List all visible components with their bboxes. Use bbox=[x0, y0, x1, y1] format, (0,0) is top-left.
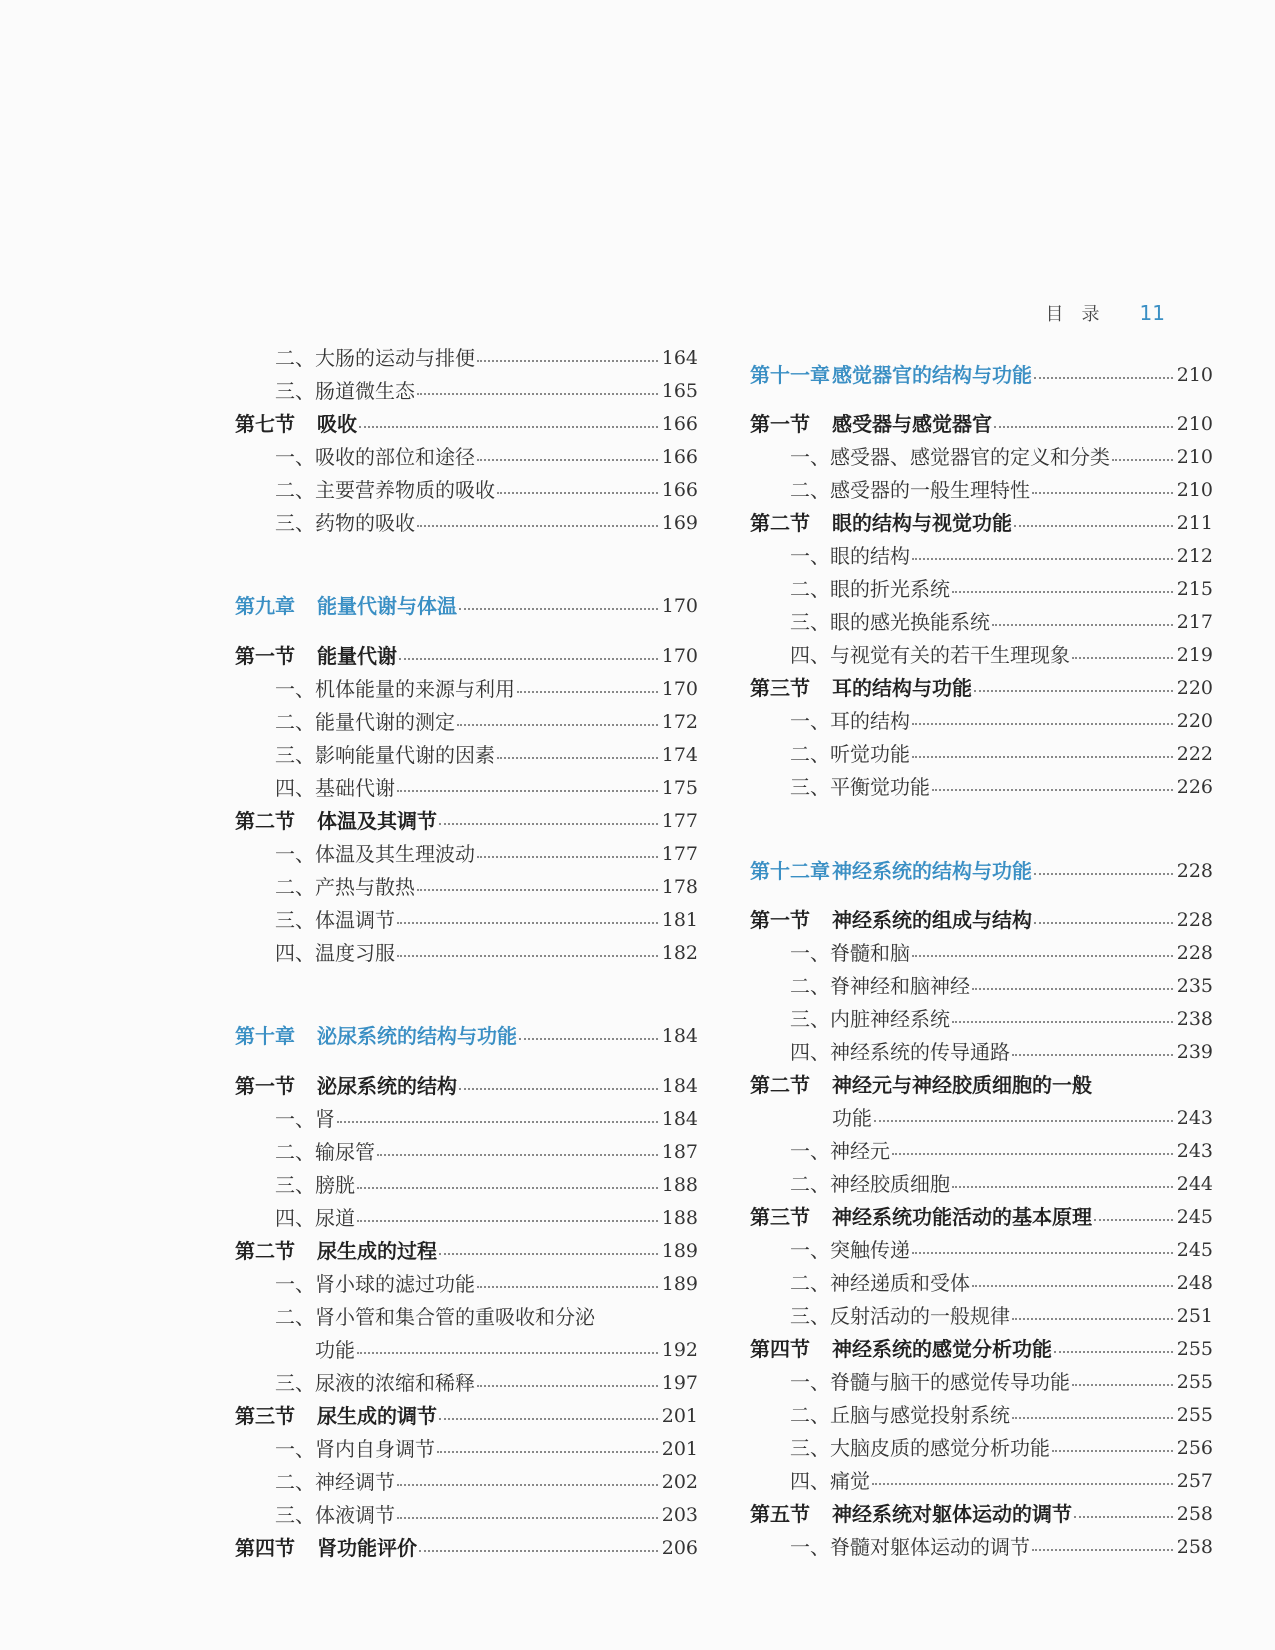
toc-entry-item bbox=[750, 1268, 1213, 1298]
toc-entry-label: 四、温度习服 bbox=[275, 941, 395, 965]
leader-dots bbox=[439, 1253, 658, 1255]
toc-entry-page-number: 251 bbox=[1176, 1305, 1213, 1327]
toc-entry-item bbox=[750, 1400, 1213, 1430]
toc-entry-page-number: 169 bbox=[661, 512, 698, 534]
leader-dots bbox=[397, 1517, 658, 1519]
toc-entry-label: 二、神经递质和受体 bbox=[790, 1271, 970, 1295]
toc-entry-page-number: 201 bbox=[661, 1405, 698, 1427]
toc-entry-label: 一、肾内自身调节 bbox=[275, 1437, 435, 1461]
toc-entry-cont-item bbox=[235, 1335, 698, 1365]
toc-entry-item bbox=[235, 1269, 698, 1299]
toc-entry-page-number: 184 bbox=[661, 1025, 698, 1047]
leader-dots bbox=[1034, 922, 1173, 924]
toc-entry-label: 眼的结构与视觉功能 bbox=[832, 511, 1012, 535]
toc-entry-prefix: 第二节 bbox=[235, 1239, 295, 1263]
toc-entry-item bbox=[235, 905, 698, 935]
toc-entry-label: 二、听觉功能 bbox=[790, 742, 910, 766]
leader-dots bbox=[359, 426, 658, 428]
toc-entry-section bbox=[750, 1070, 1213, 1100]
toc-entry-label: 泌尿系统的结构 bbox=[317, 1074, 457, 1098]
toc-entry-page-number: 172 bbox=[661, 711, 698, 733]
toc-entry-item bbox=[235, 475, 698, 505]
toc-entry-page-number: 256 bbox=[1176, 1437, 1213, 1459]
leader-dots bbox=[1012, 1054, 1173, 1056]
toc-entry-label: 感觉器官的结构与功能 bbox=[832, 363, 1032, 387]
header-page-number: 11 bbox=[1139, 301, 1165, 325]
toc-entry-page-number: 170 bbox=[661, 595, 698, 617]
leader-dots bbox=[477, 459, 658, 461]
toc-entry-prefix: 第九章 bbox=[235, 594, 295, 618]
leader-dots bbox=[1052, 1450, 1173, 1452]
leader-dots bbox=[892, 1153, 1173, 1155]
toc-entry-item bbox=[750, 574, 1213, 604]
toc-entry-page-number: 210 bbox=[1176, 479, 1213, 501]
toc-entry-label: 感受器与感觉器官 bbox=[832, 412, 992, 436]
toc-entry-item bbox=[750, 1466, 1213, 1496]
toc-entry-label: 三、平衡觉功能 bbox=[790, 775, 930, 799]
toc-entry-section bbox=[750, 1334, 1213, 1364]
leader-dots bbox=[952, 1021, 1173, 1023]
leader-dots bbox=[397, 922, 658, 924]
toc-entry-item bbox=[235, 1368, 698, 1398]
leader-dots bbox=[974, 690, 1173, 692]
toc-entry-chapter bbox=[235, 1021, 698, 1051]
toc-entry-page-number: 170 bbox=[661, 645, 698, 667]
toc-entry-page-number: 166 bbox=[661, 413, 698, 435]
leader-dots bbox=[417, 393, 658, 395]
toc-entry-item bbox=[235, 1203, 698, 1233]
toc-entry-item bbox=[235, 508, 698, 538]
toc-entry-item bbox=[235, 376, 698, 406]
toc-entry-page-number: 166 bbox=[661, 479, 698, 501]
toc-entry-prefix: 第一节 bbox=[750, 908, 810, 932]
leader-dots bbox=[932, 789, 1173, 791]
toc-entry-page-number: 182 bbox=[661, 942, 698, 964]
toc-entry-label: 一、肾 bbox=[275, 1107, 335, 1131]
leader-dots bbox=[497, 492, 658, 494]
toc-entry-prefix: 第二节 bbox=[235, 809, 295, 833]
toc-entry-item bbox=[750, 640, 1213, 670]
leader-dots bbox=[952, 591, 1173, 593]
toc-entry-page-number: 228 bbox=[1176, 909, 1213, 931]
toc-entry-label: 神经系统功能活动的基本原理 bbox=[832, 1205, 1092, 1229]
leader-dots bbox=[1014, 525, 1173, 527]
toc-entry-section bbox=[750, 409, 1213, 439]
toc-entry-page-number: 188 bbox=[661, 1174, 698, 1196]
toc-entry-page-number: 202 bbox=[661, 1471, 698, 1493]
leader-dots bbox=[457, 724, 658, 726]
leader-dots bbox=[874, 1120, 1173, 1122]
toc-entry-item bbox=[750, 541, 1213, 571]
toc-entry-prefix: 第一节 bbox=[235, 644, 295, 668]
leader-dots bbox=[397, 1484, 658, 1486]
leader-dots bbox=[1032, 1549, 1173, 1551]
toc-entry-prefix: 第十一章 bbox=[750, 363, 830, 387]
toc-entry-page-number: 258 bbox=[1176, 1536, 1213, 1558]
toc-entry-chapter bbox=[235, 591, 698, 621]
leader-dots bbox=[992, 624, 1173, 626]
toc-entry-item bbox=[235, 442, 698, 472]
toc-entry-item bbox=[750, 706, 1213, 736]
toc-entry-item bbox=[235, 674, 698, 704]
toc-entry-item bbox=[235, 773, 698, 803]
toc-entry-section bbox=[235, 1236, 698, 1266]
leader-dots bbox=[459, 608, 658, 610]
toc-entry-item bbox=[235, 1302, 698, 1332]
toc-entry-section bbox=[750, 905, 1213, 935]
toc-entry-item bbox=[235, 938, 698, 968]
toc-entry-page-number: 212 bbox=[1176, 545, 1213, 567]
leader-dots bbox=[952, 1186, 1173, 1188]
leader-dots bbox=[912, 756, 1173, 758]
toc-entry-label: 四、神经系统的传导通路 bbox=[790, 1040, 1010, 1064]
toc-entry-page-number: 197 bbox=[661, 1372, 698, 1394]
leader-dots bbox=[439, 1418, 658, 1420]
toc-entry-page-number: 255 bbox=[1176, 1404, 1213, 1426]
toc-entry-label: 二、能量代谢的测定 bbox=[275, 710, 455, 734]
toc-entry-page-number: 248 bbox=[1176, 1272, 1213, 1294]
toc-entry-page-number: 210 bbox=[1176, 413, 1213, 435]
toc-entry-chapter bbox=[750, 856, 1213, 886]
toc-entry-item bbox=[235, 740, 698, 770]
toc-entry-section bbox=[750, 1202, 1213, 1232]
leader-dots bbox=[872, 1483, 1173, 1485]
toc-entry-item bbox=[235, 1467, 698, 1497]
toc-entry-label: 一、脊髓对躯体运动的调节 bbox=[790, 1535, 1030, 1559]
toc-entry-label: 二、丘脑与感觉投射系统 bbox=[790, 1403, 1010, 1427]
toc-entry-label: 二、肾小管和集合管的重吸收和分泌 bbox=[275, 1305, 595, 1329]
toc-entry-prefix: 第二节 bbox=[750, 1073, 810, 1097]
toc-entry-label: 三、膀胱 bbox=[275, 1173, 355, 1197]
toc-entry-page-number: 184 bbox=[661, 1108, 698, 1130]
toc-entry-item bbox=[235, 707, 698, 737]
toc-entry-item bbox=[235, 1434, 698, 1464]
toc-entry-label: 肾功能评价 bbox=[317, 1536, 417, 1560]
toc-entry-label: 一、突触传递 bbox=[790, 1238, 910, 1262]
leader-dots bbox=[912, 1252, 1173, 1254]
toc-entry-page-number: 189 bbox=[661, 1273, 698, 1295]
toc-entry-page-number: 243 bbox=[1176, 1140, 1213, 1162]
toc-entry-prefix: 第四节 bbox=[750, 1337, 810, 1361]
leader-dots bbox=[357, 1187, 658, 1189]
leader-dots bbox=[437, 1451, 658, 1453]
toc-entry-label: 一、眼的结构 bbox=[790, 544, 910, 568]
toc-entry-page-number: 228 bbox=[1176, 860, 1213, 882]
toc-entry-label: 三、体液调节 bbox=[275, 1503, 395, 1527]
toc-entry-label: 三、内脏神经系统 bbox=[790, 1007, 950, 1031]
toc-entry-label: 三、影响能量代谢的因素 bbox=[275, 743, 495, 767]
toc-entry-label: 一、脊髓和脑 bbox=[790, 941, 910, 965]
leader-dots bbox=[912, 955, 1173, 957]
toc-entry-label: 尿生成的过程 bbox=[317, 1239, 437, 1263]
toc-entry-item bbox=[750, 1235, 1213, 1265]
toc-entry-page-number: 210 bbox=[1176, 446, 1213, 468]
toc-entry-item bbox=[235, 839, 698, 869]
toc-entry-item bbox=[750, 1367, 1213, 1397]
toc-entry-item bbox=[750, 739, 1213, 769]
toc-entry-label: 泌尿系统的结构与功能 bbox=[317, 1024, 517, 1048]
toc-entry-label: 一、肾小球的滤过功能 bbox=[275, 1272, 475, 1296]
toc-entry-label: 四、基础代谢 bbox=[275, 776, 395, 800]
toc-entry-label: 尿生成的调节 bbox=[317, 1404, 437, 1428]
toc-entry-item bbox=[750, 1433, 1213, 1463]
toc-entry-label: 二、脊神经和脑神经 bbox=[790, 974, 970, 998]
toc-entry-item bbox=[235, 343, 698, 373]
toc-entry-prefix: 第一节 bbox=[750, 412, 810, 436]
toc-entry-prefix: 第三节 bbox=[750, 1205, 810, 1229]
toc-entry-page-number: 258 bbox=[1176, 1503, 1213, 1525]
leader-dots bbox=[1034, 873, 1173, 875]
toc-entry-section bbox=[235, 1401, 698, 1431]
toc-entry-page-number: 164 bbox=[661, 347, 698, 369]
toc-entry-label: 一、吸收的部位和途径 bbox=[275, 445, 475, 469]
leader-dots bbox=[1012, 1417, 1173, 1419]
toc-entry-page-number: 178 bbox=[661, 876, 698, 898]
toc-entry-label: 神经元与神经胶质细胞的一般 bbox=[832, 1073, 1092, 1097]
toc-entry-label: 神经系统的感觉分析功能 bbox=[832, 1337, 1052, 1361]
toc-entry-label: 二、产热与散热 bbox=[275, 875, 415, 899]
toc-entry-item bbox=[750, 938, 1213, 968]
leader-dots bbox=[1094, 1219, 1173, 1221]
leader-dots bbox=[397, 790, 658, 792]
toc-entry-item bbox=[750, 971, 1213, 1001]
leader-dots bbox=[1034, 377, 1173, 379]
toc-entry-label: 一、神经元 bbox=[790, 1139, 890, 1163]
toc-entry-prefix: 第十章 bbox=[235, 1024, 295, 1048]
leader-dots bbox=[439, 823, 658, 825]
toc-entry-page-number: 245 bbox=[1176, 1206, 1213, 1228]
toc-entry-page-number: 170 bbox=[661, 678, 698, 700]
toc-entry-prefix: 第七节 bbox=[235, 412, 295, 436]
leader-dots bbox=[1072, 657, 1173, 659]
leader-dots bbox=[357, 1220, 658, 1222]
toc-entry-section bbox=[750, 673, 1213, 703]
toc-entry-label: 二、神经胶质细胞 bbox=[790, 1172, 950, 1196]
leader-dots bbox=[912, 723, 1173, 725]
toc-entry-label: 能量代谢与体温 bbox=[317, 594, 457, 618]
header-title: 目 录 bbox=[1045, 304, 1100, 325]
toc-entry-page-number: 245 bbox=[1176, 1239, 1213, 1261]
toc-entry-prefix: 第三节 bbox=[235, 1404, 295, 1428]
toc-entry-prefix: 第三节 bbox=[750, 676, 810, 700]
toc-entry-item bbox=[750, 772, 1213, 802]
toc-entry-page-number: 166 bbox=[661, 446, 698, 468]
toc-entry-cont bbox=[750, 1103, 1213, 1133]
leader-dots bbox=[377, 1154, 658, 1156]
toc-entry-label: 二、主要营养物质的吸收 bbox=[275, 478, 495, 502]
toc-entry-page-number: 219 bbox=[1176, 644, 1213, 666]
toc-entry-item bbox=[235, 1500, 698, 1530]
leader-dots bbox=[1072, 1384, 1173, 1386]
toc-entry-page-number: 222 bbox=[1176, 743, 1213, 765]
toc-entry-page-number: 226 bbox=[1176, 776, 1213, 798]
toc-entry-section bbox=[235, 1533, 698, 1563]
leader-dots bbox=[1054, 1351, 1173, 1353]
toc-entry-label: 功能 bbox=[832, 1106, 872, 1130]
toc-entry-item bbox=[750, 1532, 1213, 1562]
toc-entry-page-number: 243 bbox=[1176, 1107, 1213, 1129]
toc-entry-page-number: 203 bbox=[661, 1504, 698, 1526]
toc-entry-label: 三、体温调节 bbox=[275, 908, 395, 932]
toc-entry-prefix: 第四节 bbox=[235, 1536, 295, 1560]
toc-entry-label: 二、感受器的一般生理特性 bbox=[790, 478, 1030, 502]
leader-dots bbox=[994, 426, 1173, 428]
leader-dots bbox=[477, 856, 658, 858]
toc-entry-label: 一、耳的结构 bbox=[790, 709, 910, 733]
toc-entry-page-number: 201 bbox=[661, 1438, 698, 1460]
toc-entry-page-number: 255 bbox=[1176, 1371, 1213, 1393]
leader-dots bbox=[972, 988, 1173, 990]
toc-entry-label: 耳的结构与功能 bbox=[832, 676, 972, 700]
toc-entry-page-number: 257 bbox=[1176, 1470, 1213, 1492]
toc-entry-page-number: 192 bbox=[661, 1339, 698, 1361]
toc-entry-page-number: 177 bbox=[661, 843, 698, 865]
toc-entry-page-number: 187 bbox=[661, 1141, 698, 1163]
leader-dots bbox=[497, 757, 658, 759]
toc-entry-label: 三、肠道微生态 bbox=[275, 379, 415, 403]
toc-entry-label: 一、脊髓与脑干的感觉传导功能 bbox=[790, 1370, 1070, 1394]
leader-dots bbox=[477, 1385, 658, 1387]
toc-entry-prefix: 第二节 bbox=[750, 511, 810, 535]
leader-dots bbox=[417, 525, 658, 527]
toc-entry-section bbox=[235, 806, 698, 836]
toc-entry-section bbox=[235, 409, 698, 439]
toc-entry-label: 三、药物的吸收 bbox=[275, 511, 415, 535]
toc-entry-page-number: 215 bbox=[1176, 578, 1213, 600]
toc-entry-page-number: 220 bbox=[1176, 677, 1213, 699]
toc-entry-page-number: 174 bbox=[661, 744, 698, 766]
toc-entry-page-number: 228 bbox=[1176, 942, 1213, 964]
leader-dots bbox=[1012, 1318, 1173, 1320]
toc-entry-page-number: 206 bbox=[661, 1537, 698, 1559]
toc-entry-page-number: 175 bbox=[661, 777, 698, 799]
toc-entry-label: 体温及其调节 bbox=[317, 809, 437, 833]
toc-entry-page-number: 188 bbox=[661, 1207, 698, 1229]
toc-entry-item bbox=[750, 442, 1213, 472]
toc-entry-item bbox=[750, 607, 1213, 637]
toc-entry-item bbox=[235, 1137, 698, 1167]
leader-dots bbox=[399, 658, 658, 660]
toc-entry-label: 神经系统的结构与功能 bbox=[832, 859, 1032, 883]
toc-entry-label: 四、与视觉有关的若干生理现象 bbox=[790, 643, 1070, 667]
toc-entry-item bbox=[750, 1136, 1213, 1166]
toc-entry-page-number: 210 bbox=[1176, 364, 1213, 386]
toc-entry-page-number: 181 bbox=[661, 909, 698, 931]
toc-entry-item bbox=[750, 1004, 1213, 1034]
toc-entry-label: 二、眼的折光系统 bbox=[790, 577, 950, 601]
toc-entry-section bbox=[750, 1499, 1213, 1529]
leader-dots bbox=[519, 1038, 658, 1040]
toc-entry-item bbox=[750, 475, 1213, 505]
toc-entry-page-number: 184 bbox=[661, 1075, 698, 1097]
toc-entry-label: 神经系统的组成与结构 bbox=[832, 908, 1032, 932]
leader-dots bbox=[972, 1285, 1173, 1287]
toc-entry-label: 一、感受器、感觉器官的定义和分类 bbox=[790, 445, 1110, 469]
toc-entry-page-number: 244 bbox=[1176, 1173, 1213, 1195]
toc-entry-prefix: 第一节 bbox=[235, 1074, 295, 1098]
toc-entry-page-number: 217 bbox=[1176, 611, 1213, 633]
leader-dots bbox=[912, 558, 1173, 560]
toc-entry-label: 一、体温及其生理波动 bbox=[275, 842, 475, 866]
toc-entry-page-number: 238 bbox=[1176, 1008, 1213, 1030]
toc-entry-label: 能量代谢 bbox=[317, 644, 397, 668]
toc-entry-label: 二、大肠的运动与排便 bbox=[275, 346, 475, 370]
page-header bbox=[1046, 300, 1165, 326]
toc-entry-page-number: 220 bbox=[1176, 710, 1213, 732]
toc-entry-section bbox=[235, 1071, 698, 1101]
toc-entry-prefix: 第五节 bbox=[750, 1502, 810, 1526]
toc-entry-label: 三、大脑皮质的感觉分析功能 bbox=[790, 1436, 1050, 1460]
leader-dots bbox=[1074, 1516, 1173, 1518]
toc-entry-page-number: 211 bbox=[1176, 512, 1213, 534]
toc-entry-chapter bbox=[750, 360, 1213, 390]
leader-dots bbox=[477, 360, 658, 362]
leader-dots bbox=[357, 1352, 658, 1354]
toc-entry-label: 三、眼的感光换能系统 bbox=[790, 610, 990, 634]
toc-entry-item bbox=[235, 872, 698, 902]
toc-entry-page-number: 189 bbox=[661, 1240, 698, 1262]
toc-entry-item bbox=[235, 1170, 698, 1200]
toc-entry-item bbox=[750, 1169, 1213, 1199]
toc-entry-item bbox=[750, 1301, 1213, 1331]
toc-entry-label: 吸收 bbox=[317, 412, 357, 436]
leader-dots bbox=[459, 1088, 658, 1090]
toc-entry-label: 四、尿道 bbox=[275, 1206, 355, 1230]
toc-entry-label: 二、输尿管 bbox=[275, 1140, 375, 1164]
toc-entry-page-number: 165 bbox=[661, 380, 698, 402]
toc-entry-label: 三、尿液的浓缩和稀释 bbox=[275, 1371, 475, 1395]
leader-dots bbox=[477, 1286, 658, 1288]
toc-entry-label: 一、机体能量的来源与利用 bbox=[275, 677, 515, 701]
toc-entry-page-number: 235 bbox=[1176, 975, 1213, 997]
leader-dots bbox=[1032, 492, 1173, 494]
toc-entry-section bbox=[235, 641, 698, 671]
leader-dots bbox=[397, 955, 658, 957]
leader-dots bbox=[419, 1550, 658, 1552]
toc-entry-item bbox=[235, 1104, 698, 1134]
toc-entry-label: 四、痛觉 bbox=[790, 1469, 870, 1493]
leader-dots bbox=[337, 1121, 658, 1123]
leader-dots bbox=[1112, 459, 1173, 461]
toc-entry-page-number: 177 bbox=[661, 810, 698, 832]
toc-entry-label: 神经系统对躯体运动的调节 bbox=[832, 1502, 1072, 1526]
toc-entry-label: 二、神经调节 bbox=[275, 1470, 395, 1494]
toc-entry-label: 功能 bbox=[315, 1338, 355, 1362]
leader-dots bbox=[517, 691, 658, 693]
toc-entry-page-number: 239 bbox=[1176, 1041, 1213, 1063]
toc-entry-item bbox=[750, 1037, 1213, 1067]
leader-dots bbox=[417, 889, 658, 891]
toc-entry-label: 三、反射活动的一般规律 bbox=[790, 1304, 1010, 1328]
toc-entry-prefix: 第十二章 bbox=[750, 859, 830, 883]
toc-entry-page-number: 255 bbox=[1176, 1338, 1213, 1360]
toc-entry-section bbox=[750, 508, 1213, 538]
